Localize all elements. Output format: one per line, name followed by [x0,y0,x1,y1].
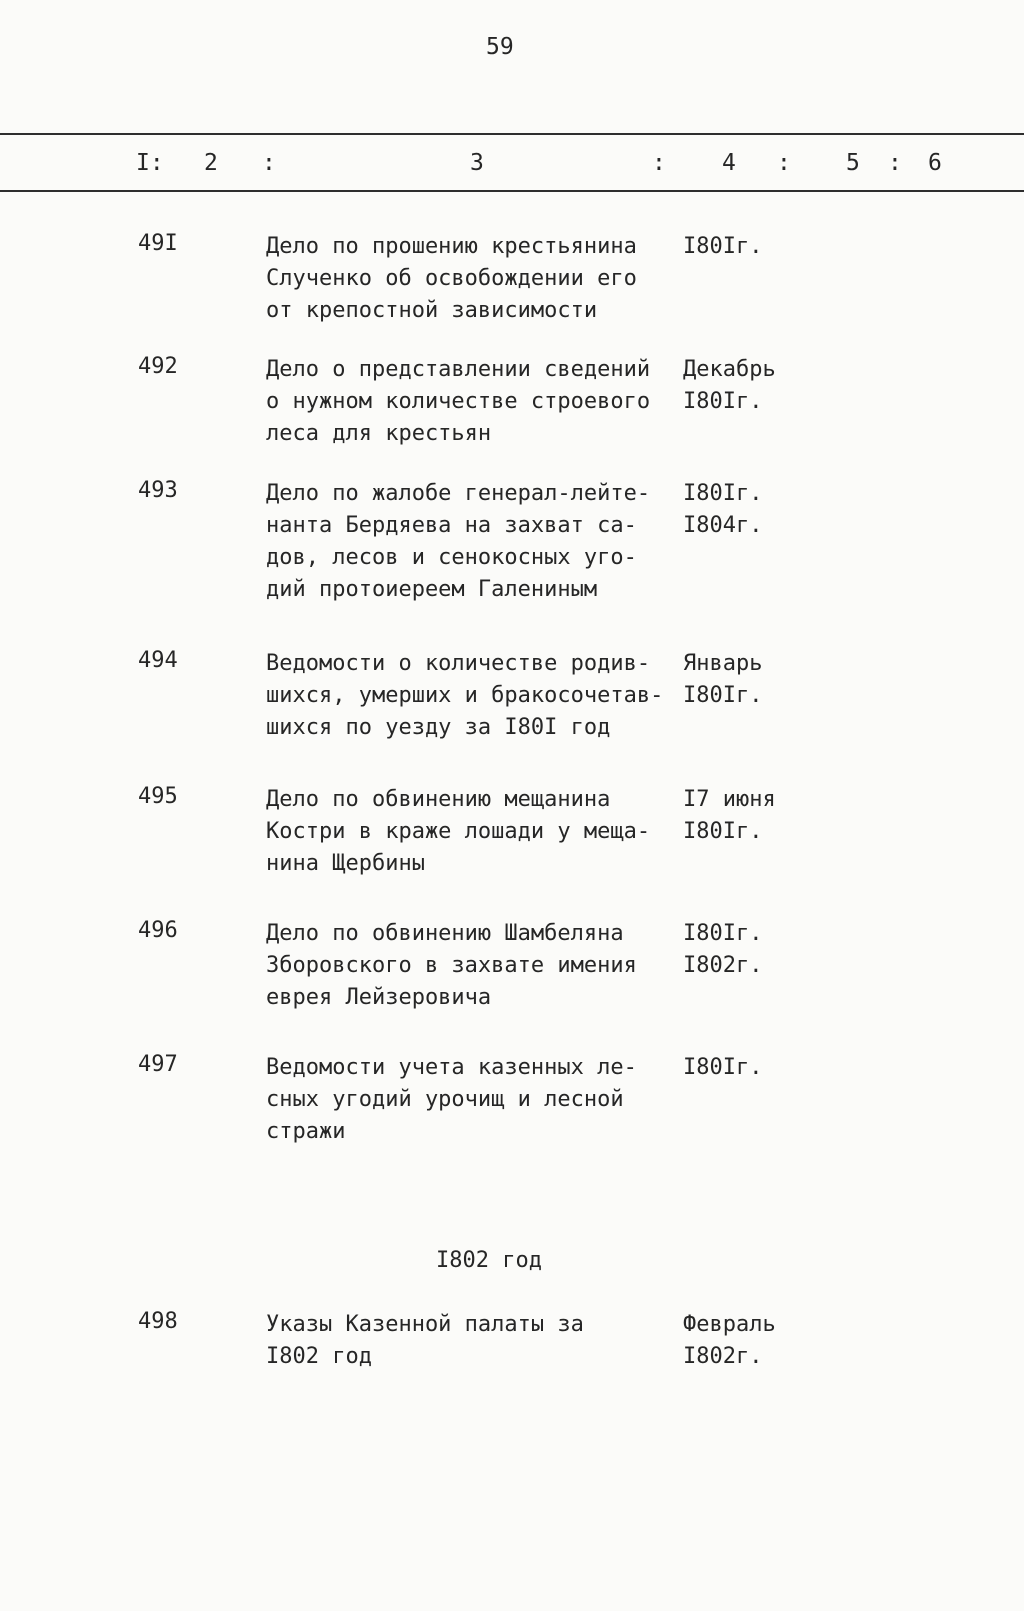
description-line: Указы Казенной палаты за [266,1312,584,1337]
date-line: I80Iг. [683,234,763,259]
row-dates [683,784,776,848]
row-number: 494 [138,648,178,673]
description-line: о нужном количестве строевого [266,389,651,414]
date-line: I80Iг. [683,481,763,506]
row-dates [683,1309,776,1373]
date-line: I80Iг. [683,1055,763,1080]
row-number: 49I [138,231,178,256]
description-line: Зборовского в захвате имения [266,953,637,978]
row-description [266,1052,686,1148]
column-header-separator: : [652,150,666,176]
row-number: 492 [138,354,178,379]
row-description [266,478,686,606]
section-heading: I802 год [436,1248,542,1273]
column-header-5: 5 [846,150,860,176]
description-line: I802 год [266,1344,372,1369]
description-line: дий протоиереем Галениным [266,577,598,602]
date-line: Январь [683,651,763,676]
row-dates [683,918,762,982]
row-number: 498 [138,1309,178,1334]
description-line: сных угодий урочищ и лесной [266,1087,624,1112]
row-dates [683,648,762,712]
column-header-separator: : [262,150,276,176]
row-description [266,648,686,744]
row-dates [683,354,776,418]
description-line: шихся по уезду за I80I год [266,715,611,740]
description-line: Костри в краже лошади у меща- [266,819,651,844]
date-line: Февраль [683,1312,776,1337]
row-description [266,1309,686,1373]
date-line: I7 июня [683,787,776,812]
row-description [266,784,686,880]
description-line: дов, лесов и сенокосных уго- [266,545,637,570]
column-header-separator: : [888,150,902,176]
column-header-4: 4 [722,150,736,176]
header-rule-bottom [0,190,1024,192]
row-description [266,918,686,1014]
column-header-6: 6 [928,150,942,176]
column-header-3: 3 [470,150,484,176]
date-line: I80Iг. [683,389,763,414]
date-line: I80Iг. [683,921,763,946]
column-header-2: 2 [204,150,218,176]
date-line: I802г. [683,1344,763,1369]
date-line: I80Iг. [683,819,763,844]
date-line: I804г. [683,513,763,538]
row-description [266,231,686,327]
description-line: Слученко об освобождении его [266,266,637,291]
description-line: Дело по обвинению мещанина [266,787,611,812]
description-line: Дело по жалобе генерал-лейте- [266,481,651,506]
date-line: Декабрь [683,357,776,382]
column-header-1: I: [136,150,164,176]
header-rule-top [0,133,1024,135]
row-number: 496 [138,918,178,943]
date-line: I802г. [683,953,763,978]
description-line: Дело о представлении сведений [266,357,651,382]
description-line: Ведомости учета казенных ле- [266,1055,637,1080]
description-line: Ведомости о количестве родив- [266,651,651,676]
row-number: 493 [138,478,178,503]
description-line: нина Щербины [266,851,425,876]
description-line: от крепостной зависимости [266,298,598,323]
description-line: еврея Лейзеровича [266,985,492,1010]
row-dates [683,478,762,542]
row-number: 497 [138,1052,178,1077]
column-header-separator: : [777,150,791,176]
description-line: стражи [266,1119,346,1144]
date-line: I80Iг. [683,683,763,708]
description-line: шихся, умерших и бракосочетав- [266,683,664,708]
page-number: 59 [486,34,514,60]
row-dates [683,1052,762,1084]
description-line: леса для крестьян [266,421,492,446]
row-description [266,354,686,450]
description-line: Дело по обвинению Шамбеляна [266,921,624,946]
row-dates [683,231,762,263]
description-line: нанта Бердяева на захват са- [266,513,637,538]
description-line: Дело по прошению крестьянина [266,234,637,259]
row-number: 495 [138,784,178,809]
